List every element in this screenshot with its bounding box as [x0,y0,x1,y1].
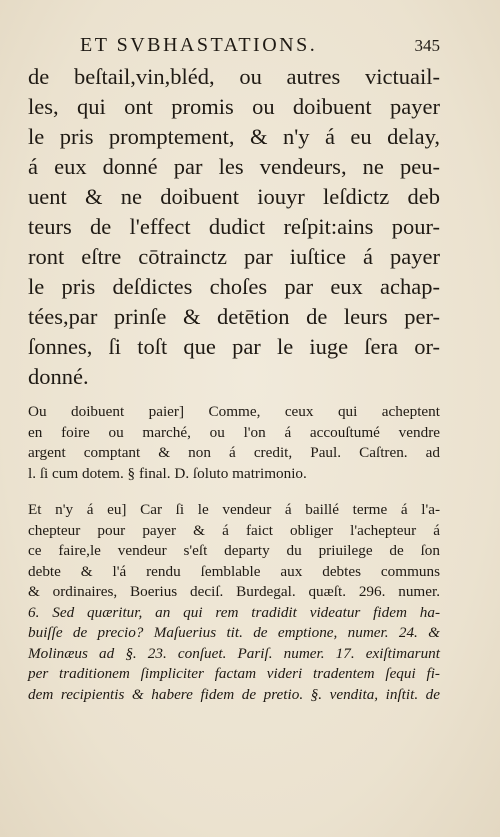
page-number: 345 [414,36,440,55]
note-line: Molinæus ad §. 23. conſuet. Pariſ. numer. 17. exiſtimarunt [28,644,440,662]
main-text-line: le pris deſdictes choſes par eux achap- [28,274,440,299]
note-line: en foire ou marché, ou l'on á accouſtumé vendre [28,423,440,441]
note-line: buiſſe de precio? Maſuerius tit. de emptione, numer. 24. & [28,624,440,641]
main-text-line: teurs de l'effect dudict reſpit:ains pour- [28,214,440,239]
note-line: 6. Sed quæritur, an qui rem tradidit videatur fidem ha- [28,603,440,621]
main-text-line: ront eſtre cōtrainctz par iuſtice á payer [28,244,440,269]
main-text-line: de beſtail,vin,bléd, ou autres victuail- [28,64,440,89]
main-text-line: le pris promptement, & n'y á eu delay, [28,124,440,149]
note-line: per traditionem ſimpliciter factam videri tradentem ſequi fi- [28,665,440,682]
main-text-block [28,62,440,392]
note-line: dem recipientis & habere fidem de pretio. §. vendita, inſtit. de [28,685,440,703]
note-line: argent comptant & non á credit, Paul. Caſtren. ad [28,444,440,461]
note-line: Et n'y á eu] Car ſi le vendeur á baillé terme á l'a- [28,501,440,518]
note-line: debte & l'á rendu ſemblable aux debtes communs [28,562,440,580]
main-text-line: uent & ne doibuent iouyr leſdictz deb [28,184,440,209]
main-text-line: donné. [28,364,89,389]
annotation-note [28,500,440,705]
main-text-line: les, qui ont promis ou doibuent payer [28,94,440,119]
note-line: ce faire,le vendeur s'eſt departy du priuilege de ſon [28,542,440,559]
annotation-note [28,402,440,484]
note-line: l. ſi cum dotem. § final. D. ſoluto matrimonio. [28,464,307,482]
note-line: chepteur pour payer & á faict obliger l'achepteur á [28,521,440,539]
main-text-line: ſonnes, ſi toſt que par le iuge ſera or- [28,334,440,359]
main-text-line: tées,par prinſe & detētion de leurs per- [28,304,440,329]
note-line: Ou doibuent paier] Comme, ceux qui acheptent [28,403,440,420]
running-title: ET SVBHASTATIONS. [80,34,318,56]
page-header [80,34,440,62]
note-line: & ordinaires, Boerius deciſ. Burdegal. quæſt. 296. numer. [28,583,440,600]
main-text-line: á eux donné par les vendeurs, ne peu- [28,154,440,179]
